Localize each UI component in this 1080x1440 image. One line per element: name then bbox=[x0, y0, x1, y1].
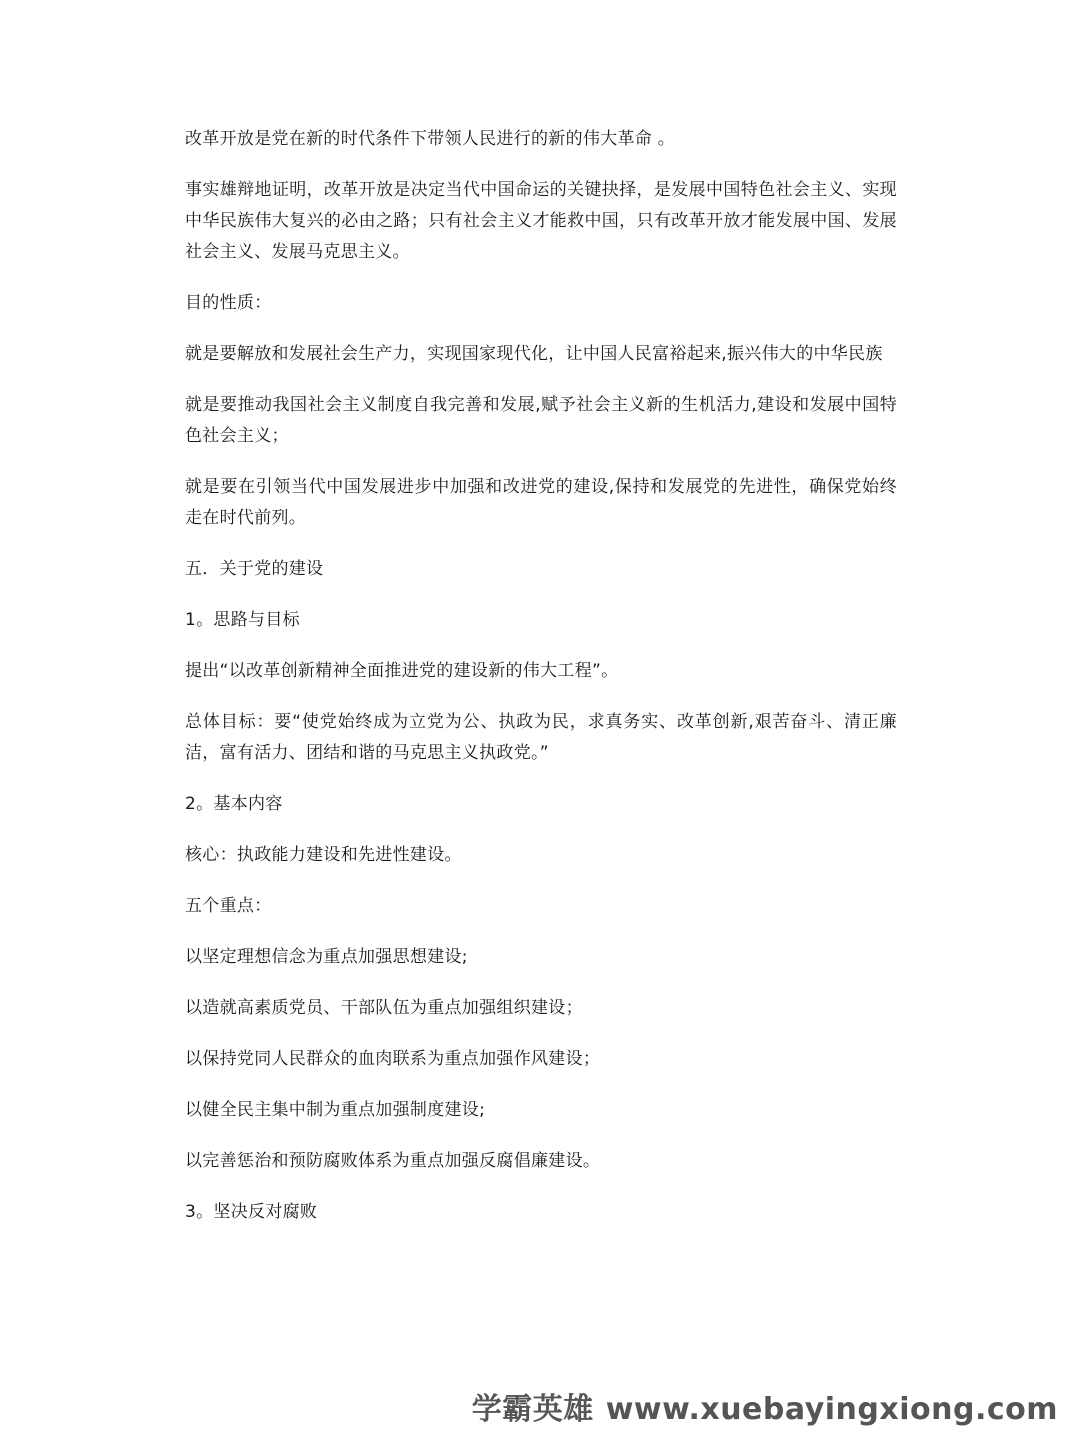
site-watermark bbox=[472, 1384, 1058, 1428]
document-body bbox=[185, 124, 897, 1248]
paragraph-purpose-heading: 目的性质： bbox=[185, 293, 272, 313]
paragraph-purpose-1: 就是要解放和发展社会生产力，实现国家现代化，让中国人民富裕起来,振兴伟大的中华民族 bbox=[185, 344, 883, 364]
paragraph-proposal: 提出“以改革创新精神全面推进党的建设新的伟大工程”。 bbox=[185, 661, 619, 681]
paragraph-evidence: 事实雄辩地证明，改革开放是决定当代中国命运的关键抉择，是发展中国特色社会主义、实现中华民族伟大复兴的必由之路；只有社会主义才能救中国，只有改革开放才能发展中国、发展社会主义、发展马克思主义。 bbox=[185, 180, 897, 262]
paragraph-purpose-2: 就是要推动我国社会主义制度自我完善和发展,赋予社会主义新的生机活力,建设和发展中国特色社会主义； bbox=[185, 395, 897, 446]
list-item-work-style: 以保持党同人民群众的血肉联系为重点加强作风建设； bbox=[185, 1049, 601, 1069]
paragraph-core: 核心：执政能力建设和先进性建设。 bbox=[185, 845, 462, 865]
paragraph-overall-goal: 总体目标：要“使党始终成为立党为公、执政为民，求真务实、改革创新,艰苦奋斗、清正廉洁，富有活力、团结和谐的马克思主义执政党。” bbox=[185, 712, 897, 763]
list-item-organization: 以造就高素质党员、干部队伍为重点加强组织建设； bbox=[185, 998, 583, 1018]
paragraph-intro: 改革开放是党在新的时代条件下带领人民进行的新的伟大革命 。 bbox=[185, 129, 676, 149]
paragraph-five-key-points: 五个重点： bbox=[185, 896, 272, 916]
section-heading-party-building: 五．关于党的建设 bbox=[185, 559, 324, 579]
subheading-oppose-corruption: 3。坚决反对腐败 bbox=[185, 1202, 318, 1222]
watermark-url: www.xuebayingxiong.com bbox=[605, 1392, 1058, 1427]
list-item-anti-corruption: 以完善惩治和预防腐败体系为重点加强反腐倡廉建设。 bbox=[185, 1151, 601, 1171]
list-item-ideology: 以坚定理想信念为重点加强思想建设; bbox=[185, 947, 468, 967]
subheading-basic-content: 2。基本内容 bbox=[185, 794, 283, 814]
watermark-site-name: 学霸英雄 bbox=[471, 1392, 594, 1427]
paragraph-purpose-3: 就是要在引领当代中国发展进步中加强和改进党的建设,保持和发展党的先进性，确保党始终走在时代前列。 bbox=[185, 477, 897, 528]
subheading-ideas-goals: 1。思路与目标 bbox=[185, 610, 300, 630]
list-item-institution: 以健全民主集中制为重点加强制度建设; bbox=[185, 1100, 486, 1120]
